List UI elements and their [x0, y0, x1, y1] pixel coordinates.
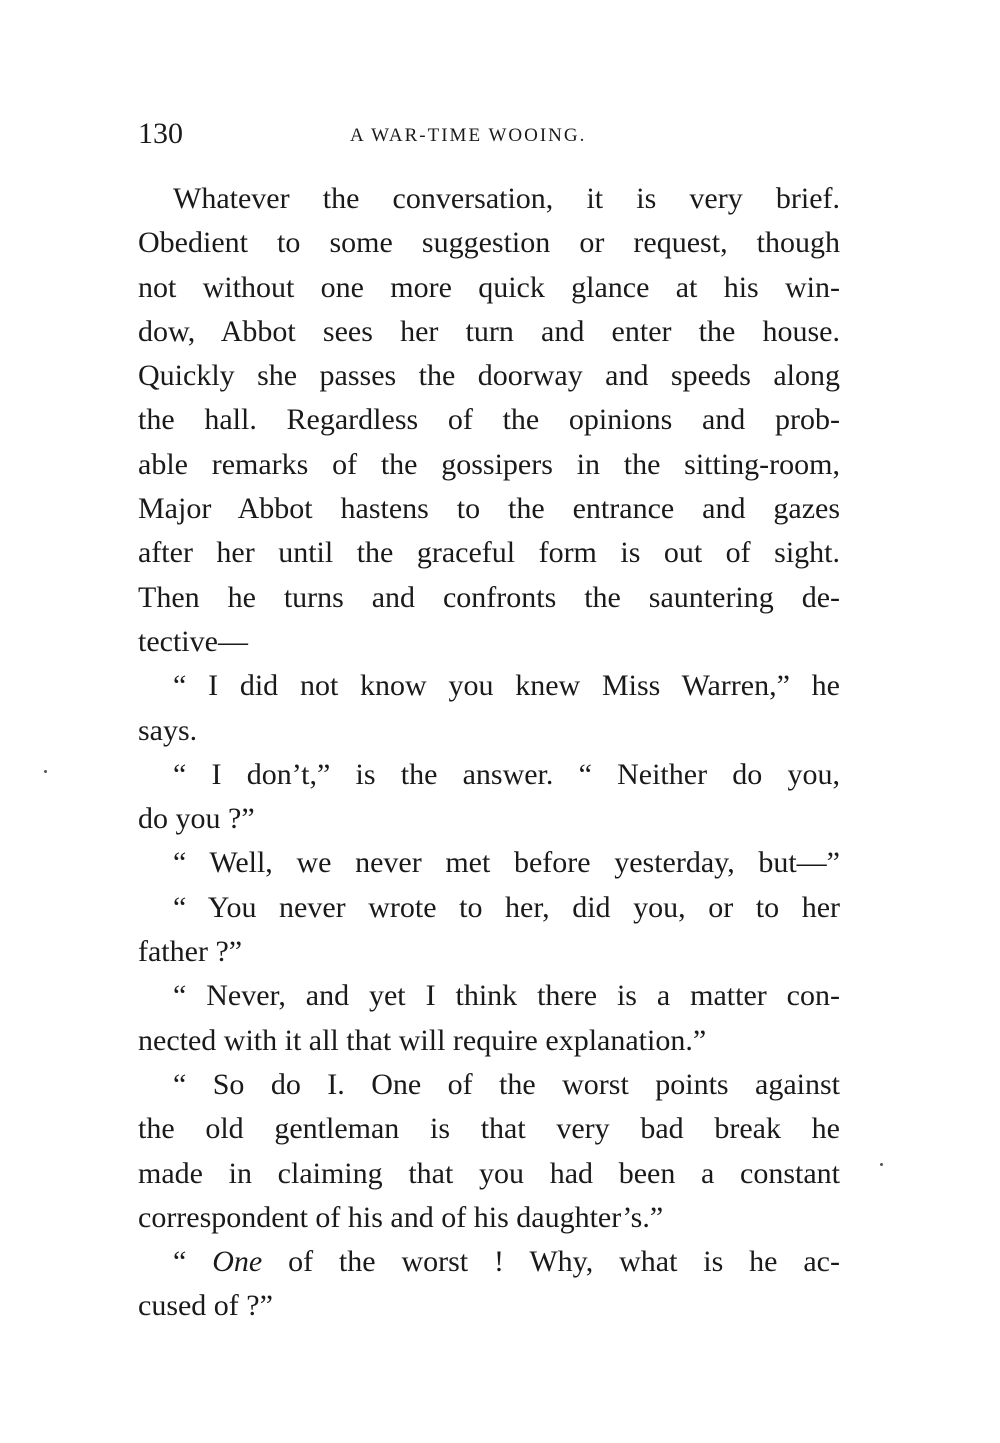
- text-line: “ Well, we never met before yesterday, but—”: [173, 846, 840, 880]
- text-line: “ You never wrote to her, did you, or to her: [173, 890, 840, 924]
- text-line: tective—: [138, 624, 248, 658]
- italic-word: One: [212, 1245, 263, 1279]
- text-line: do you ?”: [138, 802, 255, 836]
- text-line: “ Never, and yet I think there is a matter con-: [173, 979, 840, 1013]
- scan-speck: [880, 1163, 883, 1166]
- text-line: after her until the graceful form is out of sight.: [138, 536, 840, 570]
- running-title: A WAR-TIME WOOING.: [350, 125, 587, 146]
- text-line: Major Abbot hastens to the entrance and gazes: [138, 492, 840, 526]
- text-line: Obedient to some suggestion or request, though: [138, 226, 840, 260]
- text-line: father ?”: [138, 935, 243, 969]
- text-line: the old gentleman is that very bad break he: [138, 1112, 840, 1146]
- text-line: the hall. Regardless of the opinions and prob-: [138, 403, 840, 437]
- text-line: made in claiming that you had been a constant: [138, 1156, 840, 1190]
- text-line: says.: [138, 713, 198, 747]
- text-line: [138, 1240, 840, 1284]
- text-line: “ I don’t,” is the answer. “ Neither do you,: [173, 757, 840, 791]
- text-line: “ So do I. One of the worst points against: [173, 1067, 840, 1101]
- text-line: not without one more quick glance at his win-: [138, 270, 840, 304]
- text-line: Quickly she passes the doorway and speeds along: [138, 359, 840, 393]
- text-line: Then he turns and confronts the sauntering de-: [138, 580, 840, 614]
- scan-speck: [44, 770, 47, 773]
- text-line: able remarks of the gossipers in the sitting-room,: [138, 447, 840, 481]
- body-text: [138, 177, 840, 1329]
- text-line: “ I did not know you knew Miss Warren,” he: [173, 669, 840, 703]
- text-segment: “: [173, 1245, 213, 1279]
- text-line: dow, Abbot sees her turn and enter the house.: [138, 314, 840, 348]
- text-line: nected with it all that will require explanation.”: [138, 1023, 707, 1057]
- page-header: [138, 112, 840, 156]
- page-number: 130: [138, 117, 183, 150]
- text-line: Whatever the conversation, it is very brief.: [173, 182, 840, 215]
- text-segment: of the worst ! Why, what is he ac-: [262, 1245, 840, 1279]
- text-line: cused of ?”: [138, 1289, 273, 1323]
- text-line: correspondent of his and of his daughter’s.”: [138, 1200, 664, 1234]
